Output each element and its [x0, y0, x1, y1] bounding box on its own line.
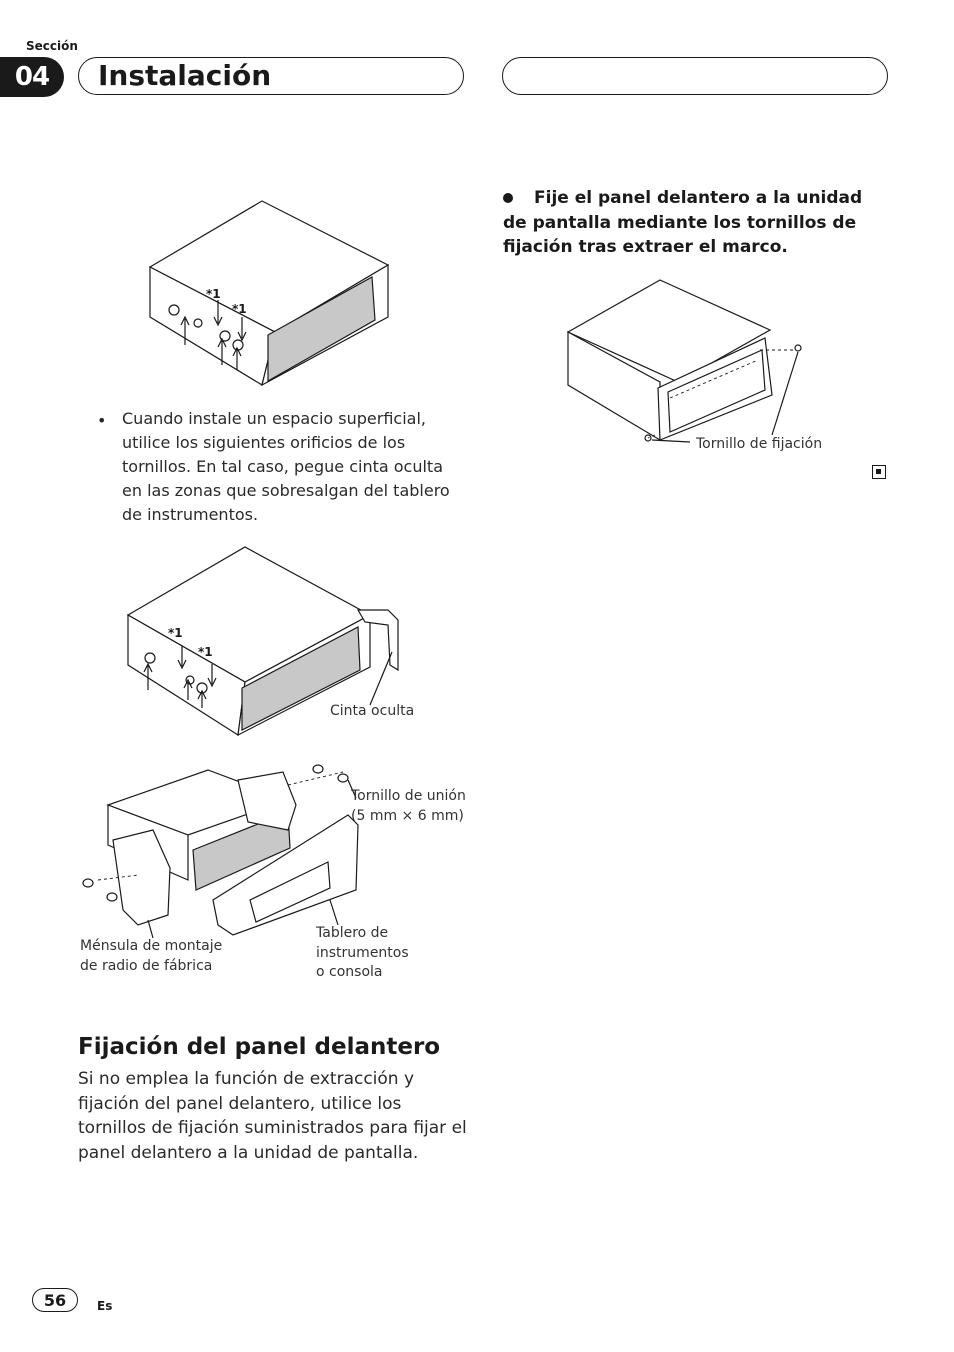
fig4-screw — [795, 345, 801, 351]
fig1-marker: *1 — [206, 287, 221, 301]
fig3-screw — [83, 879, 93, 887]
section-number-badge: 04 — [0, 57, 64, 97]
fig2-marker: *1 — [198, 645, 213, 659]
label-tornillo-union-line2: (5 mm × 6 mm) — [351, 807, 464, 824]
right-header-frame — [502, 57, 888, 95]
label-cinta-oculta: Cinta oculta — [330, 703, 415, 719]
label-mensula-line1: Ménsula de montaje — [80, 938, 223, 954]
language-code: Es — [97, 1299, 113, 1313]
fig2-leader — [370, 652, 392, 705]
figure-fixing-screws — [560, 270, 820, 450]
section-paragraph: Si no emplea la función de extracción y fijación del panel delantero, utilice los tornillos de fijación suministrados para fijar el panel delantero a la unidad de pantalla. — [78, 1069, 467, 1163]
section-heading: Fijación del panel delantero — [78, 1034, 441, 1060]
figure-unit-holes — [140, 195, 400, 395]
label-tablero — [316, 924, 409, 983]
section-label: Sección — [26, 39, 78, 53]
bold-bullet-text: Fije el panel delantero a la unidad de pantalla mediante los tornillos de fijación tras extraer el marco. — [503, 188, 863, 257]
label-tablero-line2: instrumentos — [316, 944, 409, 961]
fig3-guide — [288, 772, 343, 785]
fig3-screw — [338, 774, 348, 782]
fig3-screw — [313, 765, 323, 773]
label-tornillo-union-line1: Tornillo de unión — [351, 788, 466, 804]
fig3-leader — [148, 920, 153, 938]
label-mensula — [80, 937, 222, 976]
label-tablero-line1: Tablero de — [316, 925, 389, 941]
label-tornillo-fijacion: Tornillo de fijación — [696, 436, 823, 452]
fig4-leader — [772, 352, 798, 435]
bullet-text: Cuando instale un espacio superficial, utilice los siguientes orificios de los tornillos. En tal caso, pegue cinta oculta en las zonas que sobresalgan del tablero de instrumentos. — [122, 409, 450, 524]
fig1-marker: *1 — [232, 302, 247, 316]
page-number: 56 — [32, 1288, 78, 1312]
label-tornillo-union — [351, 787, 466, 826]
fig4-leader — [652, 440, 690, 442]
figure-exploded-mounting — [78, 750, 378, 940]
fig3-screw — [107, 893, 117, 901]
fig3-leader — [330, 900, 338, 925]
end-of-section-icon — [872, 465, 886, 479]
fig3-bracket-right — [238, 772, 296, 830]
label-tablero-line3: o consola — [316, 964, 383, 980]
label-mensula-line2: de radio de fábrica — [80, 957, 213, 974]
chapter-title: Instalación — [98, 59, 272, 92]
bullet-marker: • — [97, 411, 107, 430]
fig2-marker: *1 — [168, 626, 183, 640]
